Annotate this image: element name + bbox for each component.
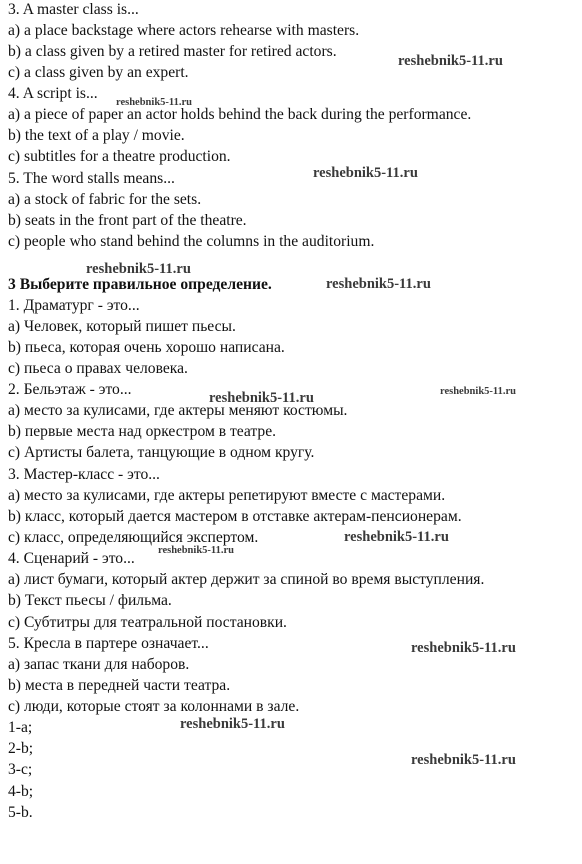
option-line: c) a class given by an expert.	[8, 64, 189, 81]
question-4-heading: 4. A script is...	[8, 85, 98, 102]
option-line: a) лист бумаги, который актер держит за спиной во время выступления.	[8, 571, 485, 588]
option-line: c) класс, определяющийся экспертом.	[8, 529, 259, 546]
option-line: c) people who stand behind the columns in the auditorium.	[8, 233, 375, 250]
option-line: b) Текст пьесы / фильма.	[8, 592, 172, 609]
answer-line: 1-a;	[8, 719, 33, 736]
option-line: a) место за кулисами, где актеры репетируют вместе с мастерами.	[8, 487, 446, 504]
watermark: reshebnik5-11.ru	[326, 276, 431, 292]
answer-line: 3-c;	[8, 761, 33, 778]
option-line: b) первые места над оркестром в театре.	[8, 423, 277, 440]
option-line: c) пьеса о правах человека.	[8, 360, 188, 377]
watermark: reshebnik5-11.ru	[86, 261, 191, 277]
watermark: reshebnik5-11.ru	[313, 165, 418, 181]
option-line: b) a class given by a retired master for retired actors.	[8, 43, 337, 60]
option-line: c) Артисты балета, танцующие в одном кругу.	[8, 444, 315, 461]
option-line: a) запас ткани для наборов.	[8, 656, 190, 673]
option-line: b) класс, который дается мастером в отставке актерам-пенсионерам.	[8, 508, 462, 525]
option-line: c) subtitles for a theatre production.	[8, 148, 231, 165]
watermark: reshebnik5-11.ru	[398, 53, 503, 69]
watermark: reshebnik5-11.ru	[180, 716, 285, 732]
watermark: reshebnik5-11.ru	[116, 97, 192, 108]
ru-question-1-heading: 1. Драматург - это...	[8, 297, 140, 314]
option-line: a) место за кулисами, где актеры меняют костюмы.	[8, 402, 348, 419]
watermark: reshebnik5-11.ru	[209, 390, 314, 406]
option-line: a) a place backstage where actors rehearse with masters.	[8, 22, 360, 39]
ru-question-4-heading: 4. Сценарий - это...	[8, 550, 135, 567]
answer-line: 2-b;	[8, 740, 34, 757]
ru-question-3-heading: 3. Мастер-класс - это...	[8, 466, 160, 483]
section-3-heading: 3 Выберите правильное определение.	[8, 276, 272, 293]
option-line: b) the text of a play / movie.	[8, 127, 185, 144]
option-line: b) seats in the front part of the theatre.	[8, 212, 247, 229]
option-line: a) a stock of fabric for the sets.	[8, 191, 202, 208]
option-line: b) места в передней части театра.	[8, 677, 231, 694]
question-3-heading: 3. A master class is...	[8, 1, 139, 18]
question-5-heading: 5. The word stalls means...	[8, 170, 175, 187]
option-line: c) люди, которые стоят за колоннами в зале.	[8, 698, 300, 715]
watermark: reshebnik5-11.ru	[411, 640, 516, 656]
option-line: a) a piece of paper an actor holds behind the back during the performance.	[8, 106, 472, 123]
answer-line: 5-b.	[8, 804, 33, 821]
watermark: reshebnik5-11.ru	[440, 386, 516, 397]
option-line: a) Человек, который пишет пьесы.	[8, 318, 236, 335]
option-line: b) пьеса, которая очень хорошо написана.	[8, 339, 285, 356]
watermark: reshebnik5-11.ru	[411, 752, 516, 768]
watermark: reshebnik5-11.ru	[344, 529, 449, 545]
answer-line: 4-b;	[8, 783, 34, 800]
ru-question-2-heading: 2. Бельэтаж - это...	[8, 381, 132, 398]
option-line: c) Субтитры для театральной постановки.	[8, 614, 287, 631]
ru-question-5-heading: 5. Кресла в партере означает...	[8, 635, 209, 652]
watermark: reshebnik5-11.ru	[158, 545, 234, 556]
